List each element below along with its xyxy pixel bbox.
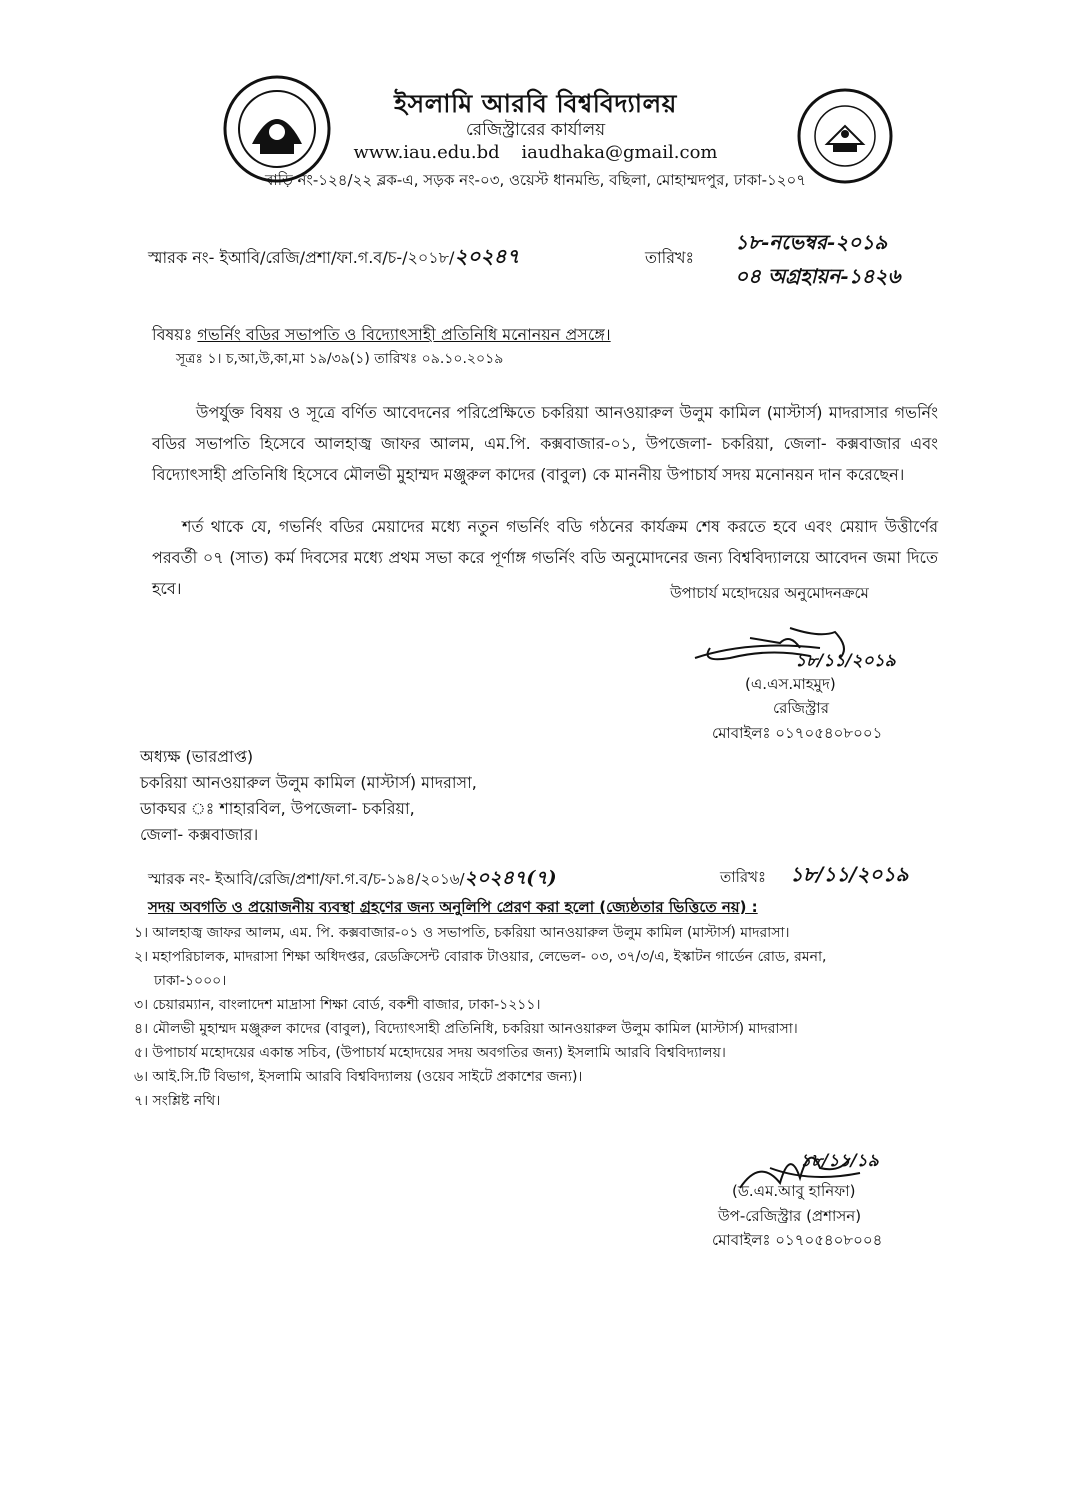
memo2-ref-label: স্মারক নং- ইআবি/রেজি/প্রশা/ফা.গ.ব/চ-১৯৪/২০১৬/ [148, 870, 465, 888]
subject-text: গভর্নিং বডির সভাপতি ও বিদ্যোৎসাহী প্রতিনিধি মনোনয়ন প্রসঙ্গে। [197, 325, 611, 344]
recipient-line-3: ডাকঘর ঃ শাহারবিল, উপজেলা- চকরিয়া, [140, 799, 415, 818]
registrar-mobile: মোবাইলঃ ০১৭০৫৪০৮০০১ [712, 724, 883, 742]
cc-item: ৩। চেয়ারম্যান, বাংলাদেশ মাদ্রাসা শিক্ষা বোর্ড, বকশী বাজার, ঢাকা-১২১১। [134, 997, 541, 1013]
recipient-line-1: অধ্যক্ষ (ভারপ্রাপ্ত) [140, 747, 254, 766]
university-name: ইসলামি আরবি বিশ্ববিদ্যালয় [394, 89, 677, 118]
cc-item: ঢাকা-১০০০। [154, 973, 227, 989]
memo2-date-handwritten: ১৮/১১/২০১৯ [790, 862, 909, 886]
office-name: রেজিস্ট্রারের কার্যালয় [465, 120, 606, 140]
recipient-block [140, 744, 477, 848]
memo2-ref-handwritten: ২০২৪৭(৭) [464, 867, 557, 889]
paragraph-2: শর্ত থাকে যে, গভর্নিং বডির মেয়াদের মধ্যে নতুন গভর্নিং বডি গঠনের কার্যক্রম শেষ করতে হবে এবং মেয়াদ উত্তীর্ণের পরবর্তী ০৭ (সাত) কর্ম দিবসের মধ্যে প্রথম সভা করে পূর্ণাঙ্গ গভর্নিং বডি অনুমোদনের জন্য বিশ্ববিদ্যালয়ে আবেদন জমা দিতে হবে। [152, 517, 938, 598]
contact-line [0, 142, 1071, 163]
memo-reference-1 [148, 242, 519, 275]
registrar-title: রেজিস্ট্রার [773, 699, 830, 717]
cc-item: ৪। মৌলভী মুহাম্মদ মঞ্জুরুল কাদের (বাবুল), বিদ্যোৎসাহী প্রতিনিধি, চকরিয়া আনওয়ারুল উলুম কামিল (মাস্টার্স) মাদরাসা। [134, 1021, 798, 1037]
memo-date-label-1: তারিখঃ [645, 248, 695, 267]
address-line: বাড়ি নং-১২৪/২২ ব্লক-এ, সড়ক নং-০৩, ওয়েস্ট ধানমন্ডি, বছিলা, মোহাম্মদপুর, ঢাকা-১২০৭ [265, 171, 806, 189]
paragraph-1: উপর্যুক্ত বিষয় ও সূত্রে বর্ণিত আবেদনের পরিপ্রেক্ষিতে চকরিয়া আনওয়ারুল উলুম কামিল (মাস্টার্স) মাদরাসার গভর্নিং বডির সভাপতি হিসেবে আলহাজ্ব জাফর আলম, এম.পি. কক্সবাজার-০১, উপজেলা- চকরিয়া, জেলা- কক্সবাজার এবং বিদ্যোৎসাহী প্রতিনিধি হিসেবে মৌলভী মুহাম্মদ মঞ্জুরুল কাদের (বাবুল) কে মাননীয় উপাচার্য সদয় মনোনয়ন দান করেছেন। [152, 403, 938, 484]
deputy-registrar-mobile: মোবাইলঃ ০১৭০৫৪০৮০০৪ [712, 1231, 883, 1249]
memo-date-line-2: ০৪ অগ্রহায়ন-১৪২৬ [735, 264, 901, 288]
source-line: সূত্রঃ ১। চ,আ,উ,কা,মা ১৯/৩৯(১) তারিখঃ ০৯.১০.২০১৯ [176, 351, 504, 367]
deputy-registrar-name: (ড.এম.আবু হানিফা) [732, 1182, 856, 1200]
approval-note: উপাচার্য মহোদয়ের অনুমোদনক্রমে [670, 584, 869, 602]
cc-item: ৫। উপাচার্য মহোদয়ের একান্ত সচিব, (উপাচার্য মহোদয়ের সদয় অবগতির জন্য) ইসলামি আরবি বিশ্ববিদ্যালয়। [134, 1045, 726, 1061]
memo-ref-handwritten: ২০২৪৭ [454, 244, 520, 268]
memo-date-line-1: ১৮-নভেম্বর-২০১৯ [735, 230, 888, 254]
cc-item: ১। আলহাজ্ব জাফর আলম, এম. পি. কক্সবাজার-০১ ও সভাপতি, চকরিয়া আনওয়ারুল উলুম কামিল (মাস্টার্স) মাদরাসা। [134, 925, 790, 941]
memo-ref-label: স্মারক নং- ইআবি/রেজি/প্রশা/ফা.গ.ব/চ-/২০১৮/ [148, 248, 455, 267]
cc-item: ২। মহাপরিচালক, মাদরাসা শিক্ষা অধিদপ্তর, রেডক্রিসেন্ট বোরাক টাওয়ার, লেভেল- ০৩, ৩৭/৩/এ, ইস্কাটন গার্ডেন রোড, রমনা, [134, 949, 827, 965]
memo2-date-label: তারিখঃ [720, 868, 766, 886]
signature-deputy-date: ১৮/১১/১৯ [800, 1151, 879, 1171]
subject-line [152, 322, 611, 349]
email-link[interactable]: iaudhaka@gmail.com [521, 142, 718, 163]
recipient-line-4: জেলা- কক্সবাজার। [140, 825, 259, 844]
cc-item: ৭। সংশ্লিষ্ট নথি। [134, 1093, 221, 1109]
deputy-registrar-title: উপ-রেজিস্ট্রার (প্রশাসন) [718, 1207, 862, 1225]
registrar-name: (এ.এস.মাহমুদ) [745, 675, 836, 693]
cc-item: ৬। আই.সি.টি বিভাগ, ইসলামি আরবি বিশ্ববিদ্যালয় (ওয়েব সাইটে প্রকাশের জন্য)। [134, 1069, 583, 1085]
memo-reference-2 [148, 864, 557, 896]
signature-registrar-date: ১৮/১১/২০১৯ [795, 651, 896, 671]
recipient-line-2: চকরিয়া আনওয়ারুল উলুম কামিল (মাস্টার্স) মাদরাসা, [140, 773, 477, 792]
subject-label: বিষয়ঃ [152, 325, 193, 344]
cc-list [134, 921, 1014, 1113]
website-link[interactable]: www.iau.edu.bd [353, 142, 500, 163]
cc-heading: সদয় অবগতি ও প্রয়োজনীয় ব্যবস্থা গ্রহণের জন্য অনুলিপি প্রেরণ করা হলো (জ্যেষ্ঠতার ভিত্তিতে নয়) : [148, 898, 758, 916]
